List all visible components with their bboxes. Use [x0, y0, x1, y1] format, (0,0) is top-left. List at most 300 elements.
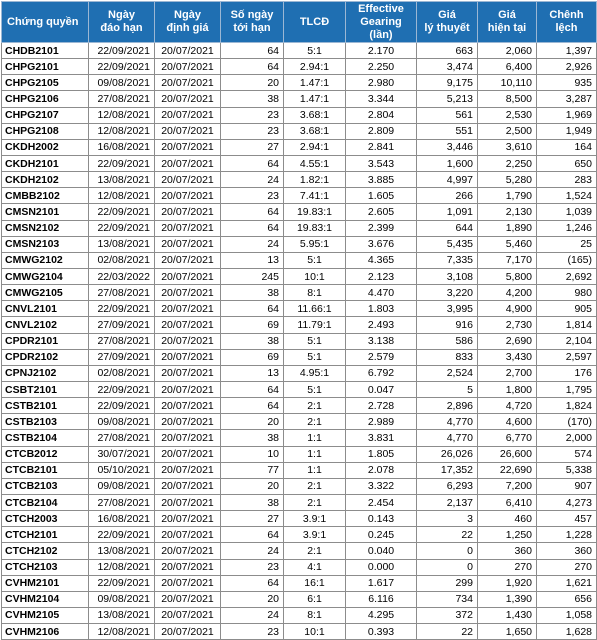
cell-col-maturity-date: 16/08/2021: [89, 511, 155, 527]
cell-col-valuation-date: 20/07/2021: [155, 317, 221, 333]
cell-col-warrant: CVHM2106: [2, 624, 89, 640]
cell-col-difference: 1,039: [537, 204, 597, 220]
cell-col-valuation-date: 20/07/2021: [155, 301, 221, 317]
cell-col-days-to-maturity: 38: [221, 494, 284, 510]
cell-col-maturity-date: 13/08/2021: [89, 172, 155, 188]
cell-col-current-price: 2,690: [478, 333, 537, 349]
cell-col-valuation-date: 20/07/2021: [155, 333, 221, 349]
cell-col-theoretical-price: 7,335: [417, 252, 478, 268]
table-row: [2, 446, 597, 462]
cell-col-conversion-ratio: 1.47:1: [284, 75, 346, 91]
cell-col-difference: 650: [537, 155, 597, 171]
cell-col-theoretical-price: 561: [417, 107, 478, 123]
cell-col-theoretical-price: 644: [417, 220, 478, 236]
cell-col-days-to-maturity: 64: [221, 398, 284, 414]
cell-col-valuation-date: 20/07/2021: [155, 43, 221, 59]
cell-col-current-price: 6,770: [478, 430, 537, 446]
table-row: [2, 317, 597, 333]
cell-col-warrant: CTCH2102: [2, 543, 89, 559]
cell-col-current-price: 2,500: [478, 123, 537, 139]
cell-col-effective-gearing: 0.040: [346, 543, 417, 559]
table-row: [2, 155, 597, 171]
cell-col-difference: 980: [537, 285, 597, 301]
cell-col-valuation-date: 20/07/2021: [155, 398, 221, 414]
cell-col-warrant: CMWG2105: [2, 285, 89, 301]
table-row: [2, 559, 597, 575]
cell-col-valuation-date: 20/07/2021: [155, 59, 221, 75]
cell-col-valuation-date: 20/07/2021: [155, 107, 221, 123]
cell-col-difference: (165): [537, 252, 597, 268]
cell-col-difference: 2,926: [537, 59, 597, 75]
cell-col-conversion-ratio: 11.79:1: [284, 317, 346, 333]
cell-col-effective-gearing: 1.617: [346, 575, 417, 591]
cell-col-warrant: CSTB2101: [2, 398, 89, 414]
cell-col-effective-gearing: 4.365: [346, 252, 417, 268]
cell-col-effective-gearing: 0.000: [346, 559, 417, 575]
cell-col-maturity-date: 27/08/2021: [89, 333, 155, 349]
cell-col-difference: 2,692: [537, 268, 597, 284]
cell-col-difference: 25: [537, 236, 597, 252]
cell-col-warrant: CKDH2101: [2, 155, 89, 171]
cell-col-effective-gearing: 2.579: [346, 349, 417, 365]
cell-col-days-to-maturity: 13: [221, 252, 284, 268]
cell-col-maturity-date: 22/09/2021: [89, 204, 155, 220]
cell-col-theoretical-price: 5: [417, 381, 478, 397]
cell-col-effective-gearing: 2.841: [346, 139, 417, 155]
cell-col-maturity-date: 27/08/2021: [89, 285, 155, 301]
cell-col-effective-gearing: 2.989: [346, 414, 417, 430]
cell-col-theoretical-price: 2,524: [417, 365, 478, 381]
cell-col-maturity-date: 05/10/2021: [89, 462, 155, 478]
cell-col-theoretical-price: 3,995: [417, 301, 478, 317]
cell-col-maturity-date: 22/09/2021: [89, 527, 155, 543]
cell-col-theoretical-price: 266: [417, 188, 478, 204]
cell-col-conversion-ratio: 3.68:1: [284, 123, 346, 139]
table-row: [2, 349, 597, 365]
cell-col-maturity-date: 12/08/2021: [89, 624, 155, 640]
cell-col-maturity-date: 22/09/2021: [89, 381, 155, 397]
cell-col-days-to-maturity: 23: [221, 188, 284, 204]
cell-col-maturity-date: 30/07/2021: [89, 446, 155, 462]
cell-col-difference: 1,628: [537, 624, 597, 640]
cell-col-difference: 2,104: [537, 333, 597, 349]
cell-col-maturity-date: 09/08/2021: [89, 591, 155, 607]
cell-col-conversion-ratio: 7.41:1: [284, 188, 346, 204]
table-row: [2, 398, 597, 414]
cell-col-current-price: 3,610: [478, 139, 537, 155]
cell-col-conversion-ratio: 1:1: [284, 462, 346, 478]
cell-col-conversion-ratio: 1.82:1: [284, 172, 346, 188]
cell-col-warrant: CHPG2105: [2, 75, 89, 91]
cell-col-days-to-maturity: 23: [221, 624, 284, 640]
cell-col-warrant: CMWG2104: [2, 268, 89, 284]
cell-col-effective-gearing: 0.143: [346, 511, 417, 527]
cell-col-difference: 907: [537, 478, 597, 494]
cell-col-difference: 1,228: [537, 527, 597, 543]
cell-col-maturity-date: 02/08/2021: [89, 252, 155, 268]
cell-col-theoretical-price: 4,770: [417, 414, 478, 430]
cell-col-theoretical-price: 3,108: [417, 268, 478, 284]
cell-col-conversion-ratio: 1:1: [284, 446, 346, 462]
table-row: [2, 268, 597, 284]
cell-col-conversion-ratio: 3.68:1: [284, 107, 346, 123]
cell-col-difference: 1,621: [537, 575, 597, 591]
cell-col-days-to-maturity: 64: [221, 527, 284, 543]
cell-col-valuation-date: 20/07/2021: [155, 591, 221, 607]
cell-col-difference: 164: [537, 139, 597, 155]
cell-col-difference: 1,795: [537, 381, 597, 397]
table-row: [2, 527, 597, 543]
cell-col-current-price: 1,430: [478, 607, 537, 623]
cell-col-current-price: 2,700: [478, 365, 537, 381]
cell-col-maturity-date: 27/09/2021: [89, 349, 155, 365]
cell-col-current-price: 2,060: [478, 43, 537, 59]
cell-col-valuation-date: 20/07/2021: [155, 365, 221, 381]
cell-col-days-to-maturity: 24: [221, 236, 284, 252]
table-row: [2, 511, 597, 527]
table-row: [2, 285, 597, 301]
cell-col-effective-gearing: 4.295: [346, 607, 417, 623]
table-row: [2, 172, 597, 188]
cell-col-difference: 4,273: [537, 494, 597, 510]
cell-col-difference: 1,058: [537, 607, 597, 623]
cell-col-days-to-maturity: 38: [221, 91, 284, 107]
cell-col-maturity-date: 12/08/2021: [89, 107, 155, 123]
cell-col-valuation-date: 20/07/2021: [155, 155, 221, 171]
cell-col-theoretical-price: 1,600: [417, 155, 478, 171]
cell-col-effective-gearing: 2.399: [346, 220, 417, 236]
cell-col-valuation-date: 20/07/2021: [155, 236, 221, 252]
cell-col-current-price: 2,530: [478, 107, 537, 123]
cell-col-difference: 3,287: [537, 91, 597, 107]
cell-col-theoretical-price: 0: [417, 559, 478, 575]
cell-col-maturity-date: 16/08/2021: [89, 139, 155, 155]
cell-col-warrant: CMSN2102: [2, 220, 89, 236]
cell-col-valuation-date: 20/07/2021: [155, 75, 221, 91]
header-col-conversion-ratio: TLCĐ: [284, 2, 346, 43]
cell-col-effective-gearing: 2.728: [346, 398, 417, 414]
cell-col-current-price: 1,790: [478, 188, 537, 204]
cell-col-theoretical-price: 5,435: [417, 236, 478, 252]
cell-col-theoretical-price: 6,293: [417, 478, 478, 494]
cell-col-maturity-date: 09/08/2021: [89, 414, 155, 430]
table-row: [2, 139, 597, 155]
cell-col-valuation-date: 20/07/2021: [155, 381, 221, 397]
cell-col-maturity-date: 12/08/2021: [89, 188, 155, 204]
header-col-maturity-date: Ngày đáo hạn: [89, 2, 155, 43]
cell-col-current-price: 10,110: [478, 75, 537, 91]
cell-col-conversion-ratio: 3.9:1: [284, 527, 346, 543]
table-row: [2, 301, 597, 317]
cell-col-warrant: CVHM2101: [2, 575, 89, 591]
cell-col-conversion-ratio: 4:1: [284, 559, 346, 575]
cell-col-days-to-maturity: 38: [221, 285, 284, 301]
cell-col-days-to-maturity: 64: [221, 43, 284, 59]
cell-col-days-to-maturity: 23: [221, 559, 284, 575]
cell-col-conversion-ratio: 4.55:1: [284, 155, 346, 171]
cell-col-warrant: CKDH2002: [2, 139, 89, 155]
cell-col-conversion-ratio: 2:1: [284, 398, 346, 414]
cell-col-warrant: CSTB2104: [2, 430, 89, 446]
cell-col-valuation-date: 20/07/2021: [155, 624, 221, 640]
cell-col-effective-gearing: 2.493: [346, 317, 417, 333]
table-row: [2, 575, 597, 591]
cell-col-warrant: CSTB2103: [2, 414, 89, 430]
cell-col-valuation-date: 20/07/2021: [155, 527, 221, 543]
cell-col-valuation-date: 20/07/2021: [155, 575, 221, 591]
cell-col-maturity-date: 22/09/2021: [89, 301, 155, 317]
cell-col-valuation-date: 20/07/2021: [155, 172, 221, 188]
table-row: [2, 252, 597, 268]
cell-col-conversion-ratio: 2:1: [284, 543, 346, 559]
cell-col-conversion-ratio: 5.95:1: [284, 236, 346, 252]
table-row: [2, 75, 597, 91]
cell-col-valuation-date: 20/07/2021: [155, 139, 221, 155]
cell-col-current-price: 270: [478, 559, 537, 575]
cell-col-conversion-ratio: 16:1: [284, 575, 346, 591]
cell-col-warrant: CVHM2105: [2, 607, 89, 623]
cell-col-valuation-date: 20/07/2021: [155, 285, 221, 301]
cell-col-current-price: 4,900: [478, 301, 537, 317]
cell-col-conversion-ratio: 2:1: [284, 414, 346, 430]
cell-col-difference: 1,524: [537, 188, 597, 204]
table-row: [2, 365, 597, 381]
cell-col-maturity-date: 27/08/2021: [89, 430, 155, 446]
table-row: [2, 591, 597, 607]
cell-col-warrant: CSBT2101: [2, 381, 89, 397]
cell-col-current-price: 1,890: [478, 220, 537, 236]
table-row: [2, 478, 597, 494]
cell-col-difference: 1,824: [537, 398, 597, 414]
table-row: [2, 123, 597, 139]
cell-col-maturity-date: 22/09/2021: [89, 155, 155, 171]
cell-col-current-price: 1,800: [478, 381, 537, 397]
cell-col-days-to-maturity: 20: [221, 75, 284, 91]
cell-col-current-price: 4,200: [478, 285, 537, 301]
cell-col-theoretical-price: 3,446: [417, 139, 478, 155]
cell-col-current-price: 3,430: [478, 349, 537, 365]
cell-col-warrant: CPNJ2102: [2, 365, 89, 381]
cell-col-current-price: 5,280: [478, 172, 537, 188]
cell-col-theoretical-price: 4,997: [417, 172, 478, 188]
cell-col-theoretical-price: 372: [417, 607, 478, 623]
cell-col-days-to-maturity: 64: [221, 204, 284, 220]
cell-col-days-to-maturity: 24: [221, 172, 284, 188]
cell-col-difference: 1,397: [537, 43, 597, 59]
cell-col-days-to-maturity: 24: [221, 607, 284, 623]
cell-col-valuation-date: 20/07/2021: [155, 349, 221, 365]
cell-col-effective-gearing: 2.170: [346, 43, 417, 59]
header-col-effective-gearing: Effective Gearing (lần): [346, 2, 417, 43]
cell-col-effective-gearing: 3.138: [346, 333, 417, 349]
cell-col-conversion-ratio: 6:1: [284, 591, 346, 607]
cell-col-theoretical-price: 3,474: [417, 59, 478, 75]
cell-col-difference: 1,969: [537, 107, 597, 123]
warrant-table: [1, 1, 597, 640]
cell-col-days-to-maturity: 20: [221, 591, 284, 607]
cell-col-theoretical-price: 663: [417, 43, 478, 59]
cell-col-valuation-date: 20/07/2021: [155, 268, 221, 284]
cell-col-warrant: CTCB2012: [2, 446, 89, 462]
header-col-difference: Chênh lệch: [537, 2, 597, 43]
cell-col-difference: 1,949: [537, 123, 597, 139]
table-row: [2, 333, 597, 349]
cell-col-days-to-maturity: 245: [221, 268, 284, 284]
cell-col-current-price: 5,800: [478, 268, 537, 284]
cell-col-days-to-maturity: 64: [221, 59, 284, 75]
cell-col-valuation-date: 20/07/2021: [155, 414, 221, 430]
cell-col-days-to-maturity: 10: [221, 446, 284, 462]
cell-col-warrant: CPDR2101: [2, 333, 89, 349]
cell-col-days-to-maturity: 27: [221, 139, 284, 155]
cell-col-days-to-maturity: 69: [221, 349, 284, 365]
cell-col-current-price: 2,730: [478, 317, 537, 333]
cell-col-maturity-date: 22/09/2021: [89, 59, 155, 75]
cell-col-maturity-date: 13/08/2021: [89, 543, 155, 559]
cell-col-conversion-ratio: 3.9:1: [284, 511, 346, 527]
cell-col-current-price: 2,250: [478, 155, 537, 171]
cell-col-valuation-date: 20/07/2021: [155, 511, 221, 527]
cell-col-days-to-maturity: 38: [221, 430, 284, 446]
cell-col-maturity-date: 22/09/2021: [89, 220, 155, 236]
cell-col-difference: 2,597: [537, 349, 597, 365]
cell-col-difference: 457: [537, 511, 597, 527]
cell-col-effective-gearing: 2.123: [346, 268, 417, 284]
cell-col-maturity-date: 13/08/2021: [89, 236, 155, 252]
cell-col-warrant: CTCH2101: [2, 527, 89, 543]
table-row: [2, 607, 597, 623]
cell-col-current-price: 6,400: [478, 59, 537, 75]
cell-col-theoretical-price: 734: [417, 591, 478, 607]
cell-col-valuation-date: 20/07/2021: [155, 478, 221, 494]
cell-col-valuation-date: 20/07/2021: [155, 188, 221, 204]
cell-col-conversion-ratio: 1:1: [284, 430, 346, 446]
cell-col-effective-gearing: 2.454: [346, 494, 417, 510]
cell-col-conversion-ratio: 5:1: [284, 252, 346, 268]
table-row: [2, 188, 597, 204]
cell-col-difference: 1,814: [537, 317, 597, 333]
header-col-warrant: Chứng quyền: [2, 2, 89, 43]
cell-col-valuation-date: 20/07/2021: [155, 220, 221, 236]
cell-col-warrant: CHPG2101: [2, 59, 89, 75]
cell-col-theoretical-price: 2,896: [417, 398, 478, 414]
cell-col-effective-gearing: 3.322: [346, 478, 417, 494]
cell-col-warrant: CKDH2102: [2, 172, 89, 188]
table-row: [2, 494, 597, 510]
cell-col-effective-gearing: 0.047: [346, 381, 417, 397]
cell-col-conversion-ratio: 19.83:1: [284, 220, 346, 236]
cell-col-warrant: CTCH2003: [2, 511, 89, 527]
table-row: [2, 414, 597, 430]
cell-col-valuation-date: 20/07/2021: [155, 446, 221, 462]
cell-col-warrant: CMSN2101: [2, 204, 89, 220]
cell-col-theoretical-price: 3: [417, 511, 478, 527]
cell-col-theoretical-price: 22: [417, 527, 478, 543]
cell-col-warrant: CNVL2102: [2, 317, 89, 333]
cell-col-conversion-ratio: 2.94:1: [284, 139, 346, 155]
cell-col-days-to-maturity: 69: [221, 317, 284, 333]
cell-col-current-price: 8,500: [478, 91, 537, 107]
table-row: [2, 107, 597, 123]
cell-col-effective-gearing: 2.804: [346, 107, 417, 123]
cell-col-effective-gearing: 3.543: [346, 155, 417, 171]
cell-col-days-to-maturity: 20: [221, 478, 284, 494]
cell-col-conversion-ratio: 11.66:1: [284, 301, 346, 317]
cell-col-maturity-date: 27/09/2021: [89, 317, 155, 333]
cell-col-effective-gearing: 1.605: [346, 188, 417, 204]
cell-col-effective-gearing: 0.393: [346, 624, 417, 640]
cell-col-warrant: CTCB2103: [2, 478, 89, 494]
cell-col-difference: 656: [537, 591, 597, 607]
cell-col-current-price: 5,460: [478, 236, 537, 252]
cell-col-current-price: 4,600: [478, 414, 537, 430]
cell-col-maturity-date: 09/08/2021: [89, 478, 155, 494]
cell-col-theoretical-price: 2,137: [417, 494, 478, 510]
cell-col-effective-gearing: 6.116: [346, 591, 417, 607]
cell-col-difference: 176: [537, 365, 597, 381]
cell-col-maturity-date: 22/09/2021: [89, 43, 155, 59]
cell-col-maturity-date: 22/09/2021: [89, 575, 155, 591]
cell-col-conversion-ratio: 2:1: [284, 494, 346, 510]
cell-col-effective-gearing: 2.250: [346, 59, 417, 75]
cell-col-maturity-date: 12/08/2021: [89, 559, 155, 575]
cell-col-theoretical-price: 22: [417, 624, 478, 640]
header-col-days-to-maturity: Số ngày tới hạn: [221, 2, 284, 43]
cell-col-warrant: CHPG2108: [2, 123, 89, 139]
table-row: [2, 381, 597, 397]
cell-col-days-to-maturity: 77: [221, 462, 284, 478]
header-col-valuation-date: Ngày định giá: [155, 2, 221, 43]
cell-col-warrant: CTCB2101: [2, 462, 89, 478]
table-row: [2, 91, 597, 107]
cell-col-theoretical-price: 4,770: [417, 430, 478, 446]
cell-col-difference: (170): [537, 414, 597, 430]
cell-col-conversion-ratio: 2:1: [284, 478, 346, 494]
cell-col-current-price: 7,200: [478, 478, 537, 494]
cell-col-difference: 1,246: [537, 220, 597, 236]
header-col-current-price: Giá hiện tại: [478, 2, 537, 43]
cell-col-current-price: 4,720: [478, 398, 537, 414]
table-row: [2, 624, 597, 640]
cell-col-days-to-maturity: 64: [221, 155, 284, 171]
cell-col-difference: 2,000: [537, 430, 597, 446]
cell-col-effective-gearing: 3.344: [346, 91, 417, 107]
cell-col-warrant: CHPG2107: [2, 107, 89, 123]
table-row: [2, 236, 597, 252]
cell-col-difference: 270: [537, 559, 597, 575]
header-row: [2, 2, 597, 43]
cell-col-current-price: 7,170: [478, 252, 537, 268]
cell-col-days-to-maturity: 64: [221, 575, 284, 591]
cell-col-theoretical-price: 833: [417, 349, 478, 365]
cell-col-warrant: CTCB2104: [2, 494, 89, 510]
cell-col-warrant: CHPG2106: [2, 91, 89, 107]
cell-col-warrant: CPDR2102: [2, 349, 89, 365]
cell-col-maturity-date: 02/08/2021: [89, 365, 155, 381]
cell-col-conversion-ratio: 2.94:1: [284, 59, 346, 75]
cell-col-warrant: CVHM2104: [2, 591, 89, 607]
cell-col-theoretical-price: 3,220: [417, 285, 478, 301]
cell-col-current-price: 1,250: [478, 527, 537, 543]
cell-col-current-price: 1,390: [478, 591, 537, 607]
cell-col-valuation-date: 20/07/2021: [155, 462, 221, 478]
cell-col-effective-gearing: 1.805: [346, 446, 417, 462]
cell-col-conversion-ratio: 5:1: [284, 43, 346, 59]
cell-col-valuation-date: 20/07/2021: [155, 607, 221, 623]
cell-col-effective-gearing: 6.792: [346, 365, 417, 381]
cell-col-theoretical-price: 1,091: [417, 204, 478, 220]
cell-col-effective-gearing: 2.078: [346, 462, 417, 478]
